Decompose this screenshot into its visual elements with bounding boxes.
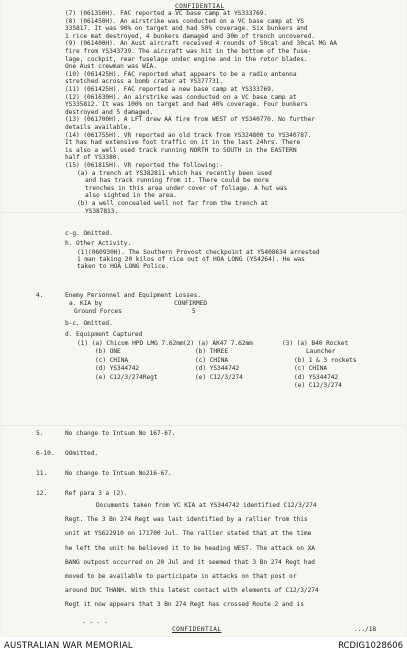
section-cg: c-g. Omitted. bbox=[65, 230, 113, 237]
captured-item-line: (3) (a) B40 Rocket bbox=[282, 340, 349, 347]
captured-item-line: (e) C12/3/274Regt bbox=[95, 373, 158, 381]
report-line: (13) (061700H). A LFT drew AA fire from WEST of YS340770. No further bbox=[65, 116, 315, 124]
captured-item-line: Launcher bbox=[306, 348, 336, 356]
section-h-line: taken to HOA LONG Police. bbox=[77, 263, 169, 270]
section-5-text: No change to Intsum No 167-67. bbox=[65, 430, 176, 437]
section-12-line: he left the unit he believed it to be heading WEST. The attack on XA bbox=[65, 544, 315, 552]
para-number: 12. bbox=[36, 490, 48, 497]
section-4-title: Enemy Personnel and Equipment Losses. bbox=[65, 292, 201, 299]
report-line: (7) (061350H). FAC reported a VC base camp at YS333769. bbox=[65, 10, 268, 17]
report-line: (9) (061400H). An Aust aircraft received 4 rounds of 50cal and 30cal MG AA bbox=[65, 40, 337, 48]
report-line: fire from YS343739. The aircraft was hit in the bottom of the fuse- bbox=[65, 48, 312, 55]
classification-footer: CONFIDENTIAL bbox=[172, 626, 222, 633]
report-line: (a) a trench at YS382811 which has recently been used bbox=[77, 169, 272, 177]
archive-footer bbox=[0, 637, 407, 654]
section-12-ref: Ref para 3 a (2). bbox=[65, 490, 128, 497]
captured-item-line: (c) CHINA bbox=[95, 356, 129, 364]
report-line: (11) (061425H). FAC reported a new base camp at YS333769. bbox=[65, 86, 275, 93]
para-number: 4. bbox=[36, 292, 44, 299]
report-line: (10) (061425H). FAC reported what appears to be a radio antenna bbox=[65, 70, 297, 78]
captured-item-line: (d) YS344742 bbox=[195, 365, 240, 373]
archive-reference: RCDIG1028606 bbox=[338, 641, 403, 651]
report-line: lage, cockpit, rear fuselage under engine and in the rotor blades. bbox=[65, 55, 308, 63]
archive-name: AUSTRALIAN WAR MEMORIAL bbox=[4, 641, 133, 651]
captured-item-line: (e) C12/3/274 bbox=[195, 373, 243, 381]
section-h-title: h. Other Activity. bbox=[65, 240, 132, 247]
captured-item-line: (c) CHINA bbox=[195, 356, 229, 364]
report-line: stretched across a bomb crater at YS377731. bbox=[65, 78, 224, 86]
section-12-line: unit at YS622910 on 171700 Jul. The rallier stated that at the time bbox=[65, 530, 312, 538]
kia-count: 5 bbox=[192, 308, 196, 315]
report-line: trenches in this area under cover of foliage. A hut was bbox=[85, 184, 288, 192]
report-line: (12) (061630H). An airstrike was conducted on a VC base camp at bbox=[65, 93, 297, 101]
report-line: 1 rice mat destroyed, 4 bunkers damaged and 30m of trench uncovered. bbox=[65, 32, 315, 40]
report-line: (14) (061755H). VR reported an old track from YS324800 to YS340787. bbox=[65, 131, 312, 139]
captured-item-line: (2) (a) AK47 7.62mm bbox=[183, 340, 253, 347]
para-number: 6-10. bbox=[36, 450, 55, 457]
captured-item-line: (b) 1 & 3 rockets bbox=[294, 356, 357, 364]
report-line: 335817. It was 90% on target and had 50% coverage. Six bunkers and bbox=[65, 25, 308, 33]
kia-label: a. KIA by bbox=[69, 300, 103, 307]
report-line: is also a well used track running NORTH to SOUTH in the EASTERN bbox=[65, 146, 297, 154]
fold-line bbox=[2, 212, 405, 213]
report-line: YS335812. It was 100% on target and had 40% coverage. Four bunkers bbox=[65, 101, 308, 109]
captured-item-line: (d) YS344742 bbox=[294, 373, 339, 381]
report-line: (8) (061450H). An airstrike was conducted on a VC base camp at YS bbox=[65, 17, 304, 25]
report-line: half of YS3380. bbox=[65, 154, 121, 162]
report-line: One Aust crewman was WIA. bbox=[65, 63, 157, 71]
section-12-line: BANG outpost occurred on 20 Jul and it seemed that 3 Bn 274 Regt had bbox=[65, 558, 315, 566]
section-6-text: OOmitted. bbox=[65, 450, 99, 457]
confirmed-header: CONFIRMED bbox=[174, 300, 208, 307]
para-number: 5. bbox=[36, 430, 44, 437]
report-line: YS387813. bbox=[85, 207, 119, 215]
report-line: details available. bbox=[65, 124, 132, 131]
fold-line bbox=[2, 425, 405, 426]
document-page bbox=[2, 0, 405, 636]
equipment-captured-title: d. Equipment Captured bbox=[65, 331, 143, 338]
ground-forces-label: Ground Forces bbox=[74, 308, 122, 315]
captured-item-line: (c) CHINA bbox=[294, 365, 328, 373]
report-line: also sighted in the area. bbox=[85, 192, 177, 200]
report-line: (15) (061815H). VR reported the following:- bbox=[65, 162, 224, 169]
section-12-line: Regt. The 3 Bn 274 Regt was last identified by a rallier from this bbox=[65, 516, 308, 524]
captured-item-line: (b) THREE bbox=[195, 348, 229, 356]
section-bc: b-c. Omitted. bbox=[65, 320, 113, 327]
report-line: destroyed and 5 damaged. bbox=[65, 108, 154, 116]
section-12-line: Regt it now appears that 3 Bn 274 Regt has crossed Route 2 and is bbox=[65, 601, 304, 609]
continuation-marks: . . . . bbox=[82, 618, 108, 625]
section-12-line: around DUC THANH. With this latest contact with elements of C12/3/274 bbox=[65, 587, 319, 595]
section-11-text: No change to Intsum No216-67. bbox=[65, 470, 172, 477]
classification-header: CONFIDENTIAL bbox=[175, 3, 225, 10]
captured-item-line: (d) YS344742 bbox=[95, 365, 140, 373]
captured-item-line: (b) ONE bbox=[95, 348, 121, 356]
page-continuation: .../18 bbox=[354, 626, 377, 633]
report-line: (b) a well concealed well not far from the trench at bbox=[77, 200, 269, 207]
report-line: It has had extensive foot traffic on it in the last 24hrs. There bbox=[65, 139, 301, 147]
captured-item-line: (1) (a) Chicom HPD LMG 7.62mm bbox=[77, 340, 184, 347]
report-line: and has track running from it. There could be more bbox=[85, 177, 269, 185]
captured-item-line: (e) C12/3/274 bbox=[294, 382, 342, 389]
section-h-line: 1 man taking 20 kilos of rice out of HOA LONG (YS4264). He was bbox=[77, 256, 305, 263]
para-number: 11. bbox=[36, 470, 48, 477]
section-12-line: Documents taken from VC KIA at YS344742 identified C12/3/274 bbox=[96, 502, 317, 509]
section-h-line: (1)(060930H). The Southern Provost checkpoint at YS408634 arrested bbox=[77, 249, 320, 256]
section-12-line: moved to be available to participate in attacks on that post or bbox=[65, 573, 297, 580]
